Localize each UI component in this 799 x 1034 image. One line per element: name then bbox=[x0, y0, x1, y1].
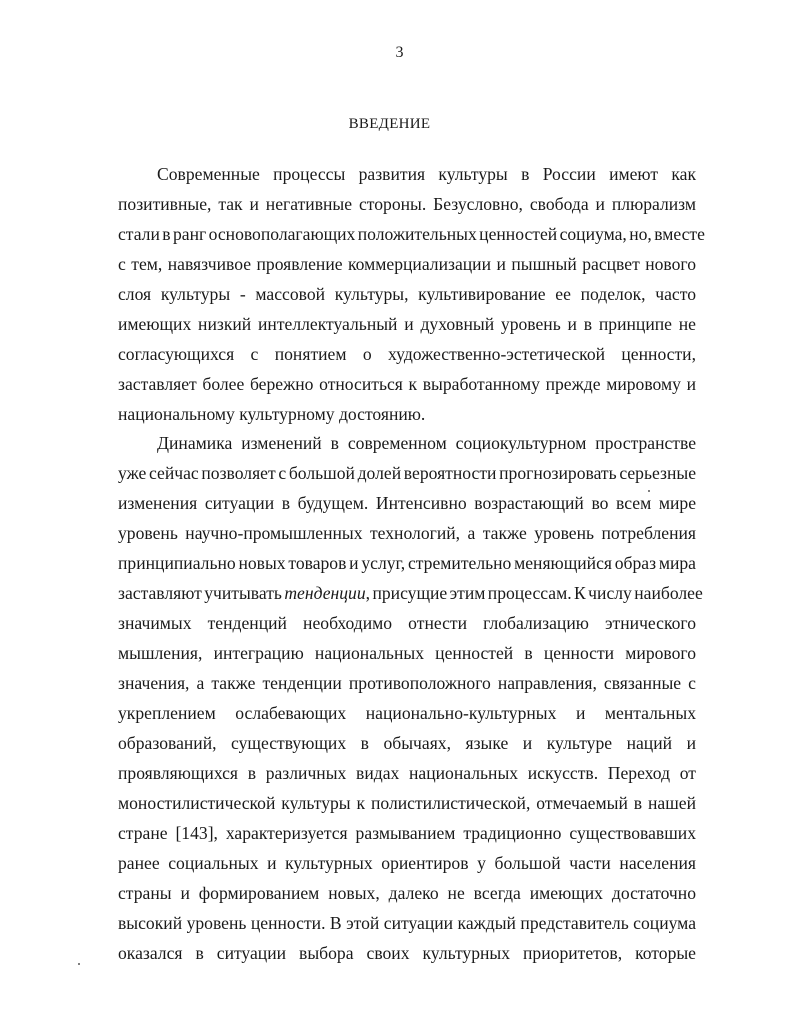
paragraph-line: значимых тенденций необходимо отнести глобализацию этнического bbox=[118, 613, 696, 633]
paragraph-line: образований, существующих в обычаях, языке и культуре наций и bbox=[118, 733, 696, 753]
page-number: 3 bbox=[395, 44, 404, 61]
paragraph-line: укреплением ослабевающих национально-культурных и ментальных bbox=[118, 703, 696, 723]
paragraph-line: с тем, навязчивое проявление коммерциализации и пышный расцвет нового bbox=[118, 254, 696, 274]
paragraph-line: высокий уровень ценности. В этой ситуации каждый представитель социума bbox=[118, 913, 696, 933]
paragraph-line: имеющих низкий интеллектуальный и духовный уровень и в принципе не bbox=[118, 314, 696, 334]
paragraph-line: слоя культуры - массовой культуры, культивирование ее поделок, часто bbox=[118, 284, 696, 304]
paragraph-line: оказался в ситуации выбора своих культурных приоритетов, которые bbox=[118, 943, 696, 963]
paragraph-line: уровень научно-промышленных технологий, а также уровень потребления bbox=[118, 523, 696, 543]
paragraph-line: Динамика изменений в современном социокультурном пространстве bbox=[157, 433, 696, 453]
section-heading: ВВЕДЕНИЕ bbox=[348, 116, 431, 132]
paragraph-line: стране [143], характеризуется размыванием традиционно существовавших bbox=[118, 823, 696, 843]
paragraph-line: проявляющихся в различных видах национальных искусств. Переход от bbox=[118, 763, 696, 783]
paragraph-line: изменения ситуации в будущем. Интенсивно возрастающий во всем мире bbox=[118, 493, 696, 513]
paragraph-line: заставляют учитывать тенденции, присущие этим процессам. К числу наиболее bbox=[118, 583, 703, 603]
paragraph-line: согласующихся с понятием о художественно-эстетической ценности, bbox=[118, 344, 696, 364]
paragraph-line: позитивные, так и негативные стороны. Безусловно, свобода и плюрализм bbox=[118, 194, 696, 214]
paragraph-line: ранее социальных и культурных ориентиров у большой части населения bbox=[118, 853, 696, 873]
paragraph-line: уже сейчас позволяет с большой долей вероятности прогнозировать серьезные bbox=[118, 463, 696, 483]
paragraph-line: значения, а также тенденции противоположного направления, связанные с bbox=[118, 673, 696, 693]
emphasized-term: тенденции bbox=[284, 583, 366, 603]
paragraph-line: Современные процессы развития культуры в России имеют как bbox=[157, 164, 696, 184]
paragraph-line: заставляет более бережно относиться к выработанному прежде мировому и bbox=[118, 374, 696, 394]
paragraph-line: принципиально новых товаров и услуг, стремительно меняющийся образ мира bbox=[118, 553, 696, 573]
paragraph-line: страны и формированием новых, далеко не всегда имеющих достаточно bbox=[118, 883, 696, 903]
paragraph-line: стали в ранг основополагающих положительных ценностей социума, но, вместе bbox=[118, 224, 705, 244]
scan-speck bbox=[78, 963, 80, 965]
paragraph-line: моностилистической культуры к полистилистической, отмечаемый в нашей bbox=[118, 793, 696, 813]
paragraph-line: мышления, интеграцию национальных ценностей в ценности мирового bbox=[118, 643, 696, 663]
scan-speck bbox=[648, 490, 650, 492]
paragraph-line: национальному культурному достоянию. bbox=[118, 404, 426, 424]
